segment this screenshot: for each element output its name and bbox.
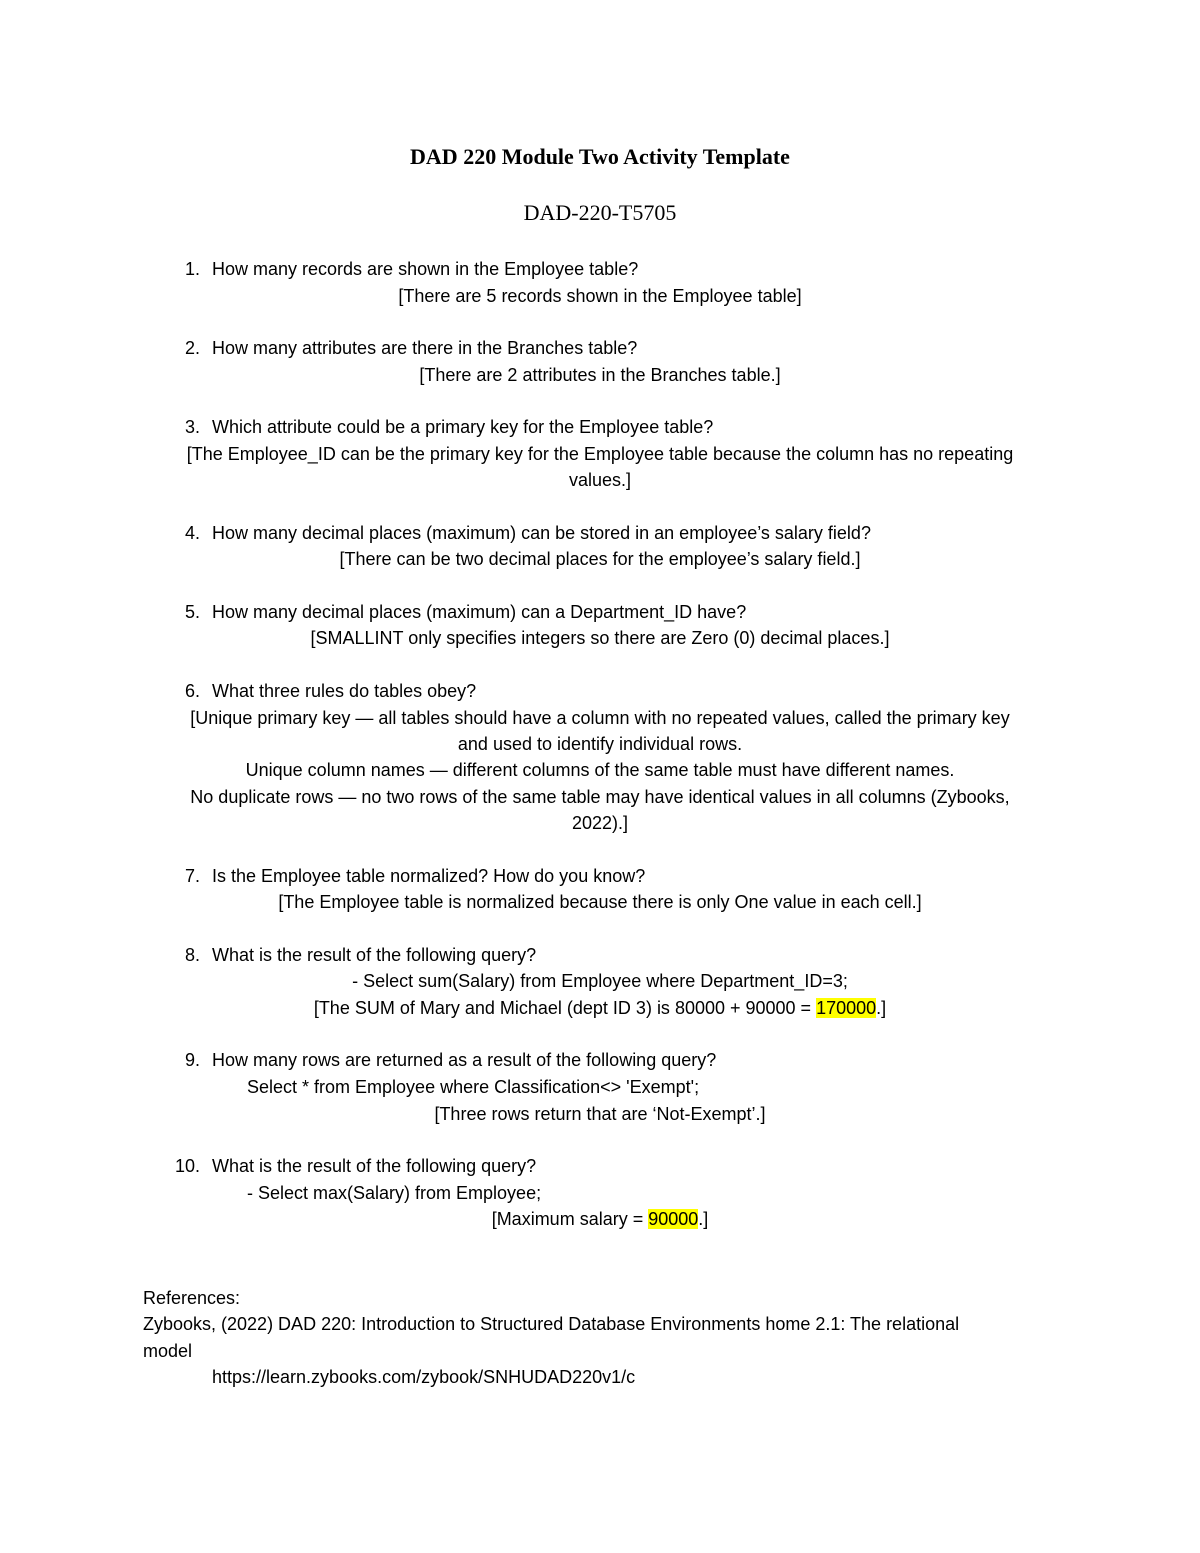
answer-text: and used to identify individual rows. (457, 734, 743, 754)
question-text: What three rules do tables obey? (212, 681, 477, 701)
question-text: How many decimal places (maximum) can be stored in an employee’s salary field? (212, 523, 871, 543)
answer-text: [There are 5 records shown in the Employee table] (398, 286, 802, 306)
question-text: Is the Employee table normalized? How do you know? (212, 866, 646, 886)
answer-text: 2022).] (571, 813, 629, 833)
reference-citation: Zybooks, (2022) DAD 220: Introduction to Structured Database Environments home 2.1: The relational (143, 1314, 960, 1334)
question-number: 5. (184, 602, 200, 622)
answer-prefix: [Maximum salary = (491, 1209, 649, 1229)
query-text: - Select max(Salary) from Employee; (247, 1183, 542, 1203)
answer-text (0, 997, 1200, 1019)
question-number: 6. (184, 681, 200, 701)
highlighted-value: 170000 (816, 998, 877, 1018)
question-number: 4. (184, 523, 200, 543)
query-text: - Select sum(Salary) from Employee where Department_ID=3; (352, 971, 848, 991)
question-text: What is the result of the following query? (212, 945, 537, 965)
answer-text: No duplicate rows — no two rows of the same table may have identical values in all columns (Zybooks, (190, 787, 1010, 807)
answer-text (0, 1208, 1200, 1230)
answer-text: [There can be two decimal places for the employee’s salary field.] (339, 549, 861, 569)
question-text: How many decimal places (maximum) can a Department_ID have? (212, 602, 747, 622)
question-number: 7. (184, 866, 200, 886)
question-text: How many rows are returned as a result of the following query? (212, 1050, 717, 1070)
question-text: How many attributes are there in the Branches table? (212, 338, 638, 358)
question-text: How many records are shown in the Employee table? (212, 259, 639, 279)
question-number: 3. (184, 417, 200, 437)
answer-text: Unique column names — different columns of the same table must have different names. (245, 760, 955, 780)
reference-citation-continued: model (143, 1341, 193, 1361)
query-text: Select * from Employee where Classification<> 'Exempt'; (247, 1077, 700, 1097)
answer-text: [The Employee_ID can be the primary key for the Employee table because the column has no repeating (186, 444, 1014, 464)
answer-text: values.] (568, 470, 632, 490)
answer-suffix: .] (698, 1209, 709, 1229)
references-heading: References: (143, 1288, 241, 1308)
question-text: What is the result of the following query? (212, 1156, 537, 1176)
reference-url-link[interactable]: https://learn.zybooks.com/zybook/SNHUDAD220v1/c (212, 1367, 636, 1387)
answer-text: [SMALLINT only specifies integers so there are Zero (0) decimal places.] (310, 628, 890, 648)
question-number: 8. (184, 945, 200, 965)
question-number: 9. (184, 1050, 200, 1070)
answer-text: [There are 2 attributes in the Branches table.] (419, 365, 781, 385)
answer-prefix: [The SUM of Mary and Michael (dept ID 3) is 80000 + 90000 = (313, 998, 817, 1018)
question-number: 2. (184, 338, 200, 358)
document-title: DAD 220 Module Two Activity Template (410, 144, 790, 169)
answer-text: [The Employee table is normalized because there is only One value in each cell.] (278, 892, 922, 912)
answer-text: [Unique primary key — all tables should have a column with no repeated values, called the primary key (190, 708, 1010, 728)
question-number: 10. (174, 1156, 200, 1176)
course-code: DAD-220-T5705 (523, 200, 677, 225)
question-number: 1. (184, 259, 200, 279)
answer-text: [Three rows return that are ‘Not-Exempt’.] (434, 1104, 766, 1124)
question-text: Which attribute could be a primary key for the Employee table? (212, 417, 714, 437)
highlighted-value: 90000 (648, 1209, 699, 1229)
answer-suffix: .] (876, 998, 887, 1018)
